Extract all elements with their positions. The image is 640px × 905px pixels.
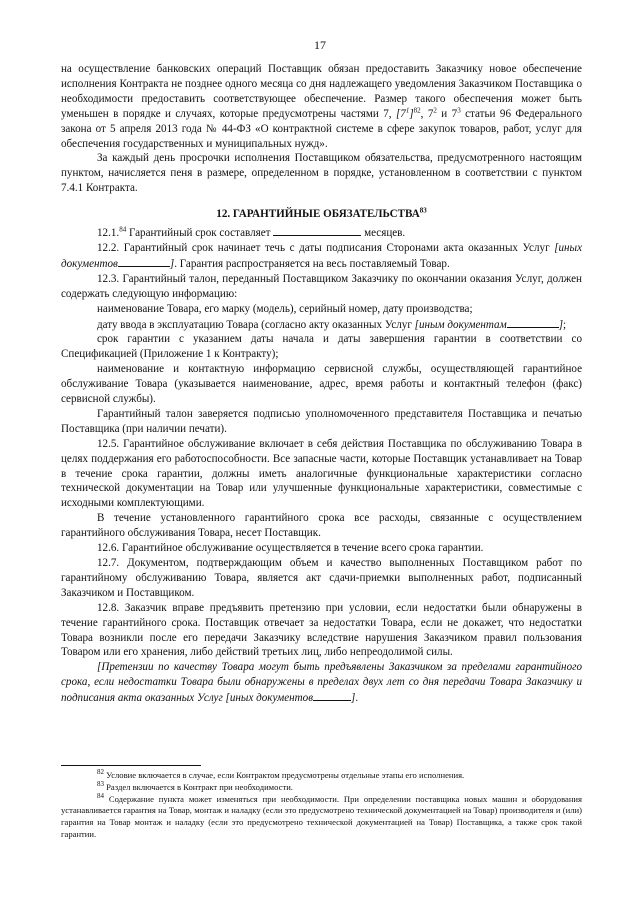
clause-12-3-item: наименование и контактную информацию сервисной службы, осуществляющей гарантийное обслуживание Товара (указывается наименование, адрес, время работы и контактный телефон (факс) сервисной службы). [61,363,582,406]
blank-field [118,256,170,267]
footnote-ref: 83 [419,206,427,215]
footnote-ref: 82 [413,106,421,115]
clause-12-5: 12.5. Гарантийное обслуживание включает в себя действия Поставщика по обслуживанию Товара в целях поддержания его работоспособности. Все запасные части, которые Поставщик устанавливает на Товар в течение срока гарантии, должны иметь аналогичные функциональные характеристики согласно технической документации на Товар или улучшенные функциональные характеристики, совместимые с исходными комплектующими. [61,437,582,510]
clause-12-3: 12.3. Гарантийный талон, переданный Поставщиком Заказчику по окончании оказания Услуг, должен содержать следующую информацию: [61,272,582,300]
clause-12-8-optional: [Претензии по качеству Товара могут быть предъявлены Заказчиком за пределами гарантийного срока, если недостатки Товара были обнаружены в пределах двух лет со дня передачи Товара Заказчику и подписания акта оказанных Услуг [иных документов ]. [61,661,582,705]
footnote: $^{84}$ Содержание пункта может изменяться при необходимости. При определении поставщика новых машин и оборудования устанавливается гарантия на Товар, монтаж и наладку (если это предусмотрено технической документацией на Товар) производителя и (или) гарантия на Товар монтаж и наладку (если это предусмотрено технической документацией на Товар) Поставщика, а также срок такой гарантии. [61,791,582,839]
clause-12-2: 12.2. Гарантийный срок начинает течь с даты подписания Сторонами акта оказанных Услуг [иных документов ]. Гарантия распространяется на весь поставляемый Товар. [61,241,582,270]
paragraph-security: на осуществление банковских операций Поставщик обязан предоставить Заказчику новое обеспечение исполнения Контракта не позднее одного месяца со дня надлежащего уведомления Заказчиком Поставщика о необходимости предоставить соответствующее обеспечение. Размер такого обеспечения может быть уменьшен в порядке и случаях, которые предусмотрены частями 7, $[7^1]^{82}$, $7^2$ и $7^3$ статьи 96 Федерального закона от 5 апреля 2013 года № 44-ФЗ «О контрактной системе в сфере закупок товаров, работ, услуг для обеспечения государственных и муниципальных нужд». [61,63,582,150]
footnote: $^{83}$ Раздел включается в Контракт при необходимости. [97,779,293,792]
paragraph-penalty: За каждый день просрочки исполнения Поставщиком обязательства, предусмотренного настоящим пунктом, начисляется пеня в размере, определенном в порядке, установленном в соответствии с пунктом 7.4.1 Контракта. [61,152,582,195]
clause-12-3-item: срок гарантии с указанием даты начала и даты завершения гарантии в соответствии со Спецификацией (Приложение 1 к Контракту); [61,333,582,361]
clause-12-3-item: дату ввода в эксплуатацию Товара (согласно акту оказанных Услуг [иным документам ]; [97,318,567,331]
footnotes [61,765,582,841]
clause-12-8: 12.8. Заказчик вправе предъявить претензию при условии, если недостатки были обнаружены в течение гарантийного срока. Поставщик отвечает за недостатки Товара, если не докажет, что недостатки Товара возникли после его передачи Заказчику вследствие нарушения Заказчиком правил пользования Товаром или его хранения, либо действий третьих лиц, либо непреодолимой силы. [61,601,582,659]
clause-12-7: 12.7. Документом, подтверждающим объем и качество выполненных Поставщиком работ по гарантийному обслуживанию Товара, является акт сдачи-приемки выполненных работ, подписанный Заказчиком и Поставщиком. [61,557,582,599]
page-number: 17 [314,38,326,52]
blank-field [313,690,351,701]
document-body [61,62,582,706]
blank-field [273,225,361,236]
clause-12-1: 12.1.84 Гарантийный срок составляет месяцев. [97,225,406,240]
section-heading: 12. ГАРАНТИЙНЫЕ ОБЯЗАТЕЛЬСТВА$^{83}$ [216,206,427,221]
clause-12-3-item: наименование Товара, его марку (модель), серийный номер, дату производства; [97,302,473,315]
clause-12-3-item: Гарантийный талон заверяется подписью уполномоченного представителя Поставщика и печатью Поставщика (при наличии печати). [61,407,582,435]
footnote-divider [61,765,201,766]
clause-12-6: 12.6. Гарантийное обслуживание осуществляется в течение всего срока гарантии. [97,542,484,555]
blank-field [507,317,559,328]
clause-12-5-cont: В течение установленного гарантийного срока все расходы, связанные с осуществлением гарантийного обслуживания Товара, несет Поставщик. [61,512,582,540]
footnote-ref: 84 [119,225,127,234]
footnote: $^{82}$ Условие включается в случае, если Контрактом предусмотрены отдельные этапы его исполнения. [97,768,465,780]
